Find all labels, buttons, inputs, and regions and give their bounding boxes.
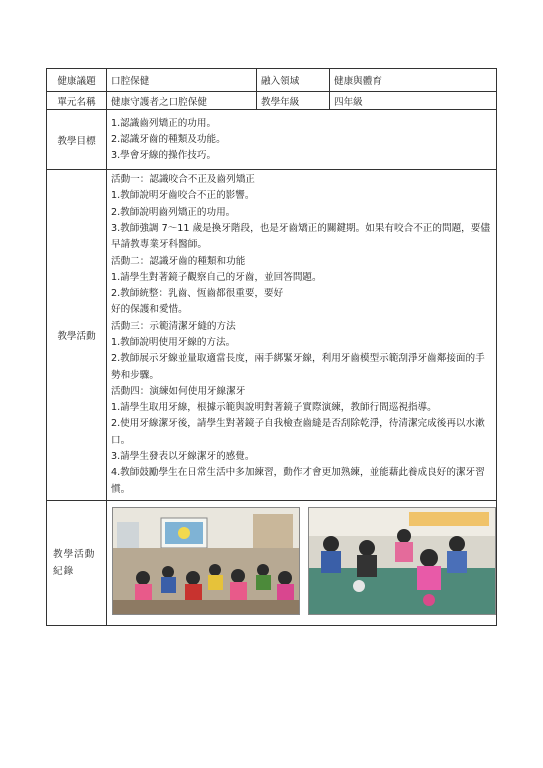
- activities-label: 教學活動: [47, 170, 107, 501]
- goal-item: 2.認識牙齒的種類及功能。: [111, 133, 226, 145]
- activity-step: 2.教師統整：乳齒、恆齒都很重要，要好: [111, 288, 284, 300]
- topic-label: 健康議題: [47, 69, 107, 92]
- lesson-plan-table: [46, 68, 497, 626]
- topic-value: 口腔保健: [107, 69, 257, 92]
- domain-value: 健康與體育: [330, 69, 497, 92]
- topic-row: [47, 69, 497, 92]
- activity-heading: 活動二：認識牙齒的種類和功能: [111, 255, 246, 267]
- activity-heading: 活動三：示範清潔牙縫的方法: [111, 320, 236, 332]
- students-practice-photo: [308, 507, 496, 615]
- goal-item: 3.學會牙線的操作技巧。: [111, 149, 217, 161]
- activity-step: 1.請學生對著鏡子觀察自己的牙齒，並回答問題。: [111, 271, 322, 283]
- photo-cell: [107, 501, 497, 626]
- goals-row: [47, 110, 497, 170]
- activity-heading: 活動一：認識咬合不正及齒列矯正: [111, 174, 255, 186]
- activity-step: 2.使用牙線潔牙後，請學生對著鏡子自我檢查齒縫是否刮除乾淨，待清潔完成後再以水漱口。: [111, 418, 485, 446]
- goals-list: [107, 110, 497, 170]
- unit-value: 健康守護者之口腔保健: [107, 92, 257, 110]
- activity-step: 4.教師鼓勵學生在日常生活中多加練習，動作才會更加熟練，並能藉此養成良好的潔牙習慣。: [111, 467, 485, 495]
- activity-step: 好的保護和愛惜。: [111, 304, 188, 316]
- activity-step: 1.教師說明牙齒咬合不正的影響。: [111, 190, 255, 202]
- record-label: [47, 501, 107, 626]
- activity-step: 3.教師強調 7～11 歲是換牙階段，也是牙齒矯正的關鍵期。如果有咬合不正的問題，要儘早請教專業牙科醫師。: [111, 222, 490, 251]
- activity-heading: 活動四：演練如何使用牙線潔牙: [111, 385, 246, 397]
- activities-list: [107, 170, 497, 501]
- grade-value: 四年級: [330, 92, 497, 110]
- classroom-lecture-photo: [112, 507, 300, 615]
- activities-row: [47, 170, 497, 501]
- grade-label: 教學年級: [257, 92, 330, 110]
- record-label-line1: 教學活動: [53, 549, 96, 560]
- activity-step: 2.教師展示牙線並量取適當長度，兩手綁緊牙線，利用牙齒模型示範刮淨牙齒鄰接面的手勢和步驟。: [111, 353, 485, 381]
- record-label-line2: 紀錄: [53, 566, 75, 577]
- domain-label: 融入領域: [257, 69, 330, 92]
- activity-step: 3.請學生發表以牙線潔牙的感覺。: [111, 451, 255, 463]
- record-row: [47, 501, 497, 626]
- goal-item: 1.認識齒列矯正的功用。: [111, 117, 217, 129]
- activity-step: 2.教師說明齒列矯正的功用。: [111, 206, 236, 218]
- activity-step: 1.教師說明使用牙線的方法。: [111, 337, 236, 348]
- activity-step: 1.請學生取用牙線，根據示範與說明對著鏡子實際演練，教師行間巡視指導。: [111, 402, 437, 414]
- goals-label: 教學目標: [47, 110, 107, 170]
- unit-label: 單元名稱: [47, 92, 107, 110]
- unit-row: [47, 92, 497, 110]
